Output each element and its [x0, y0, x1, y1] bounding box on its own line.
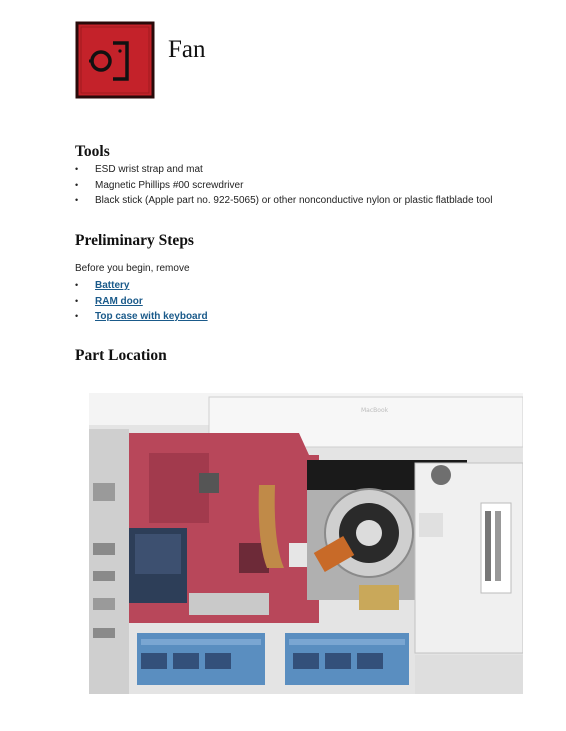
list-item: [75, 309, 208, 325]
list-item: [75, 278, 208, 294]
part-location-photo: [89, 393, 523, 694]
part-location-heading: Part Location: [75, 347, 167, 364]
top-case-link[interactable]: Top case with keyboard: [95, 311, 208, 322]
case-label: MacBook: [361, 407, 389, 414]
list-item: • Magnetic Phillips #00 screwdriver: [75, 178, 492, 194]
repair-guide-icon: [75, 21, 155, 99]
list-item: [75, 294, 208, 310]
page-title: Fan: [168, 36, 206, 63]
preliminary-intro: Before you begin, remove: [75, 263, 190, 274]
tools-list: [75, 162, 492, 209]
list-item: • ESD wrist strap and mat: [75, 162, 492, 178]
preliminary-links: [75, 278, 208, 325]
battery-link[interactable]: Battery: [95, 280, 130, 291]
list-item: • Black stick (Apple part no. 922-5065) or other nonconductive nylon or plastic flatblade tool: [75, 193, 492, 209]
ram-door-link[interactable]: RAM door: [95, 295, 143, 307]
preliminary-steps-heading: Preliminary Steps: [75, 232, 194, 249]
tools-heading: Tools: [75, 143, 110, 160]
